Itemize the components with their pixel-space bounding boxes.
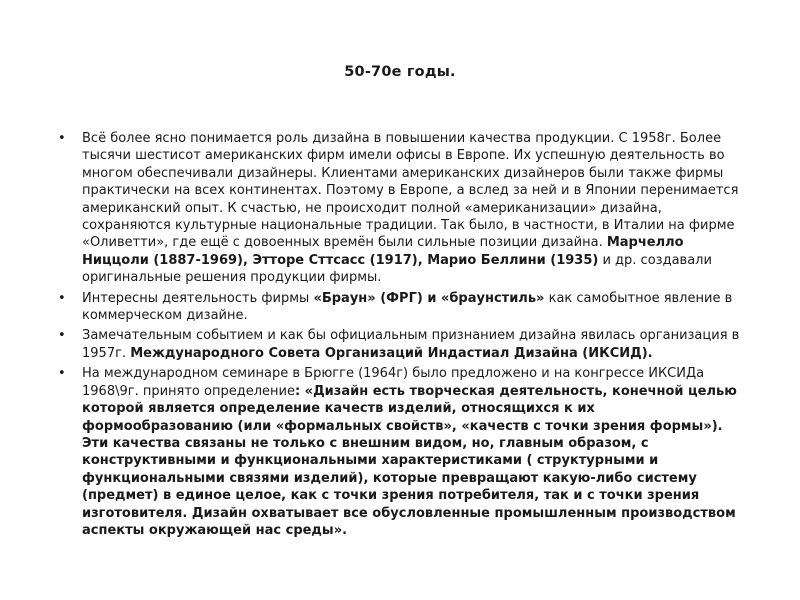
text-run: На международном семинаре в Брюгге (1964г) было предложено и на конгрессе ИКСИДа 1968\9г. принято определение: [82, 366, 705, 399]
bold-text-run: Международного Совета Организаций Индастиал Дизайна (ИКСИД).: [130, 345, 653, 361]
slide-title: 50-70е годы.: [344, 64, 456, 80]
bullet-dot-icon: •: [58, 290, 66, 306]
text-run: Замечательным событием и как бы официальным признанием дизайна явилась организация в 1957г.: [82, 328, 740, 361]
bullet-item: [58, 327, 748, 362]
text-run: Всё более ясно понимается роль дизайна в повышении качества продукции. С 1958г. Более тысячи шестисот американских фирм имели офисы в Европе. Их успешную деятельность во многом обеспечивали дизайнеры. Клиентами американских дизайнеров были также фирмы практически на всех континентах. Поэтому в Европе, а вслед за ней и в Японии перенимается американский опыт. К счастью, не происходит полной «американизации» дизайна, сохраняются культурные национальные традиции. Так было, в частности, в Италии на фирме «Оливетти», где ещё с довоенных времён были сильные позиции дизайна.: [82, 131, 739, 251]
bullet-item: [58, 365, 748, 539]
bold-text-run: «Браун» (ФРГ) и «браунстиль»: [313, 290, 545, 306]
bullet-dot-icon: •: [58, 131, 66, 146]
bullet-item: [58, 290, 748, 325]
bullet-list: [58, 130, 748, 542]
bullet-dot-icon: •: [58, 328, 66, 344]
bold-text-run: : «Дизайн есть творческая деятельность, конечной целью которой является определение качеств изделий, относящихся к их формообразованию (или «формальных свойств», «качеств с точки зрения формы»). Эти качества связаны не только с внешним видом, но, главным образом, с конструктивными и функциональными характеристиками ( структурными и функциональными связями изделий), которые превращают какую-либо систему (предмет) в единое целое, как с точки зрения потребителя, так и с точки зрения изготовителя. Дизайн охватывает все обусловленные промышленным производством аспекты окружающей нас среды».: [82, 383, 737, 538]
bullet-item: [58, 130, 748, 287]
text-run: как самобытное явление в коммерческом дизайне.: [82, 290, 733, 324]
bullet-dot-icon: •: [58, 366, 66, 382]
bold-text-run: Марчелло Ниццоли (1887-1969), Этторе Сттсасс (1917), Марио Беллини (1935): [82, 235, 684, 268]
text-run: и др. создавали оригинальные решения продукции фирмы.: [82, 252, 712, 286]
text-run: Интересны деятельность фирмы: [82, 290, 314, 306]
